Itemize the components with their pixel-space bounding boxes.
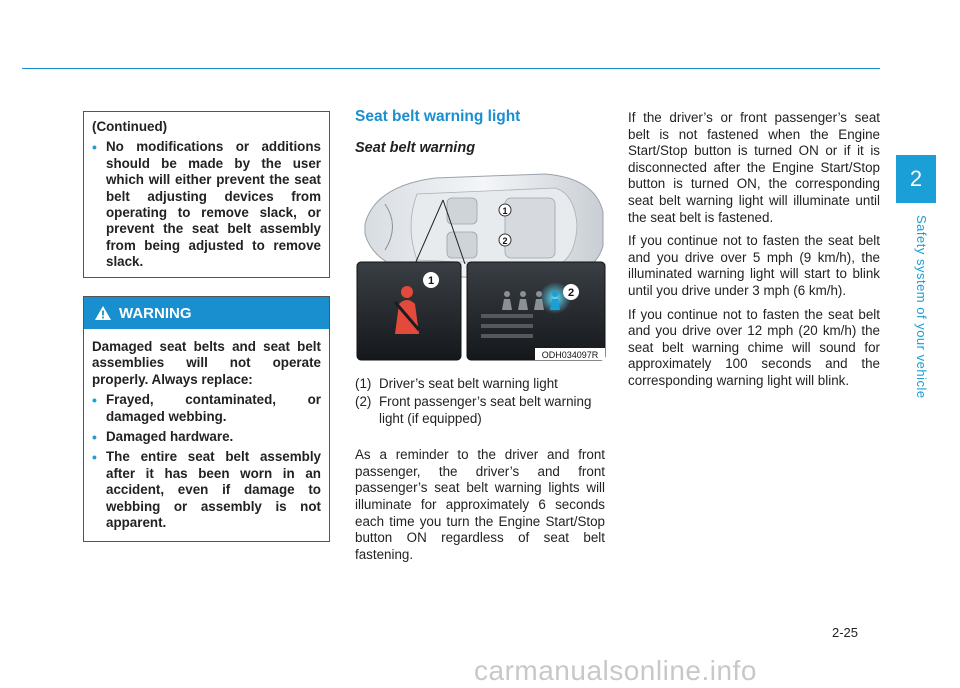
warning-bullet-text: The entire seat belt assembly after it has been worn in an accident, even if damage to webbing or assembly is not apparent. bbox=[106, 449, 321, 531]
seat-belt-figure bbox=[355, 164, 607, 364]
warning-bullet bbox=[92, 392, 321, 425]
warning-bullet-text: Frayed, contaminated, or damaged webbing. bbox=[106, 392, 321, 424]
warning-header bbox=[84, 297, 329, 329]
header-rule bbox=[22, 68, 880, 69]
list-item-text: Front passenger’s seat belt warning light (if equipped) bbox=[379, 394, 592, 426]
figure-code: ODH034097R bbox=[541, 350, 599, 360]
list-item-text: Driver’s seat belt warning light bbox=[379, 376, 558, 391]
watermark: carmanualsonline.info bbox=[474, 655, 757, 686]
warning-intro: Damaged seat belts and seat belt assemblies will not operate properly. Always replace: bbox=[92, 339, 321, 387]
right-paragraph: If the driver’s or front passenger’s seat belt is not fastened when the Engine Start/Stop button is turned ON or if it is disconnected after the Engine Start/Stop button is turned ON, the corresponding seat belt warning light will illuminate until the seat belt is fastened. bbox=[628, 110, 880, 225]
figure-callout-2: 2 bbox=[567, 287, 575, 299]
list-item bbox=[355, 376, 605, 392]
right-paragraph: If you continue not to fasten the seat belt and you drive over 5 mph (9 km/h), the illuminated warning light will start to blink until you drive under 3 mph (6 km/h). bbox=[628, 233, 880, 298]
chapter-number: 2 bbox=[909, 166, 923, 191]
right-paragraph: If you continue not to fasten the seat belt and you drive over 12 mph (20 km/h) the seat belt warning chime will sound for approximately 100 seconds and the corresponding warning light will blink. bbox=[628, 306, 880, 388]
section-title: Seat belt warning light bbox=[355, 108, 521, 125]
list-item bbox=[355, 394, 605, 427]
figure-callout-1-small: 1 bbox=[502, 206, 508, 216]
car-illustration bbox=[355, 164, 607, 364]
chapter-tab[interactable] bbox=[896, 155, 936, 203]
bullet-dot-icon: • bbox=[92, 392, 97, 409]
continued-bullet-text: No modifications or additions should be made by the user which will either prevent the seat belt adjusting devices from operating to remove slack, or prevent the seat belt assembly from being adjusted to remove slack. bbox=[106, 139, 321, 270]
warning-bullet-text: Damaged hardware. bbox=[106, 429, 234, 445]
section-paragraph: As a reminder to the driver and front passenger, the driver’s and front passenger’s seat belt warning lights will illuminate for approximately 6 seconds each time you turn the Engine Start/Stop button ON regardless of seat belt fastening. bbox=[355, 447, 605, 562]
warning-triangle-icon bbox=[94, 305, 112, 321]
warning-label: WARNING bbox=[119, 304, 192, 322]
warning-bullet bbox=[92, 449, 321, 531]
figure-callout-1: 1 bbox=[427, 275, 435, 287]
figure-callout-2-small: 2 bbox=[502, 236, 508, 246]
page-number: 2-25 bbox=[832, 625, 859, 640]
continued-heading: (Continued) bbox=[92, 119, 168, 134]
list-item-number: (1) bbox=[355, 376, 372, 391]
warning-body bbox=[84, 329, 329, 531]
warning-box bbox=[83, 296, 330, 542]
bullet-dot-icon: • bbox=[92, 139, 97, 156]
continued-box bbox=[83, 111, 330, 278]
legend-list bbox=[355, 376, 605, 427]
list-item-number: (2) bbox=[355, 394, 372, 410]
bullet-dot-icon: • bbox=[92, 449, 97, 466]
warning-bullet bbox=[92, 429, 321, 445]
section-subtitle: Seat belt warning bbox=[355, 140, 476, 156]
section-column bbox=[355, 106, 605, 563]
chapter-title: Safety system of your vehicle bbox=[914, 215, 929, 399]
continued-bullet bbox=[92, 139, 321, 270]
bullet-dot-icon: • bbox=[92, 429, 97, 446]
right-column bbox=[628, 110, 880, 397]
